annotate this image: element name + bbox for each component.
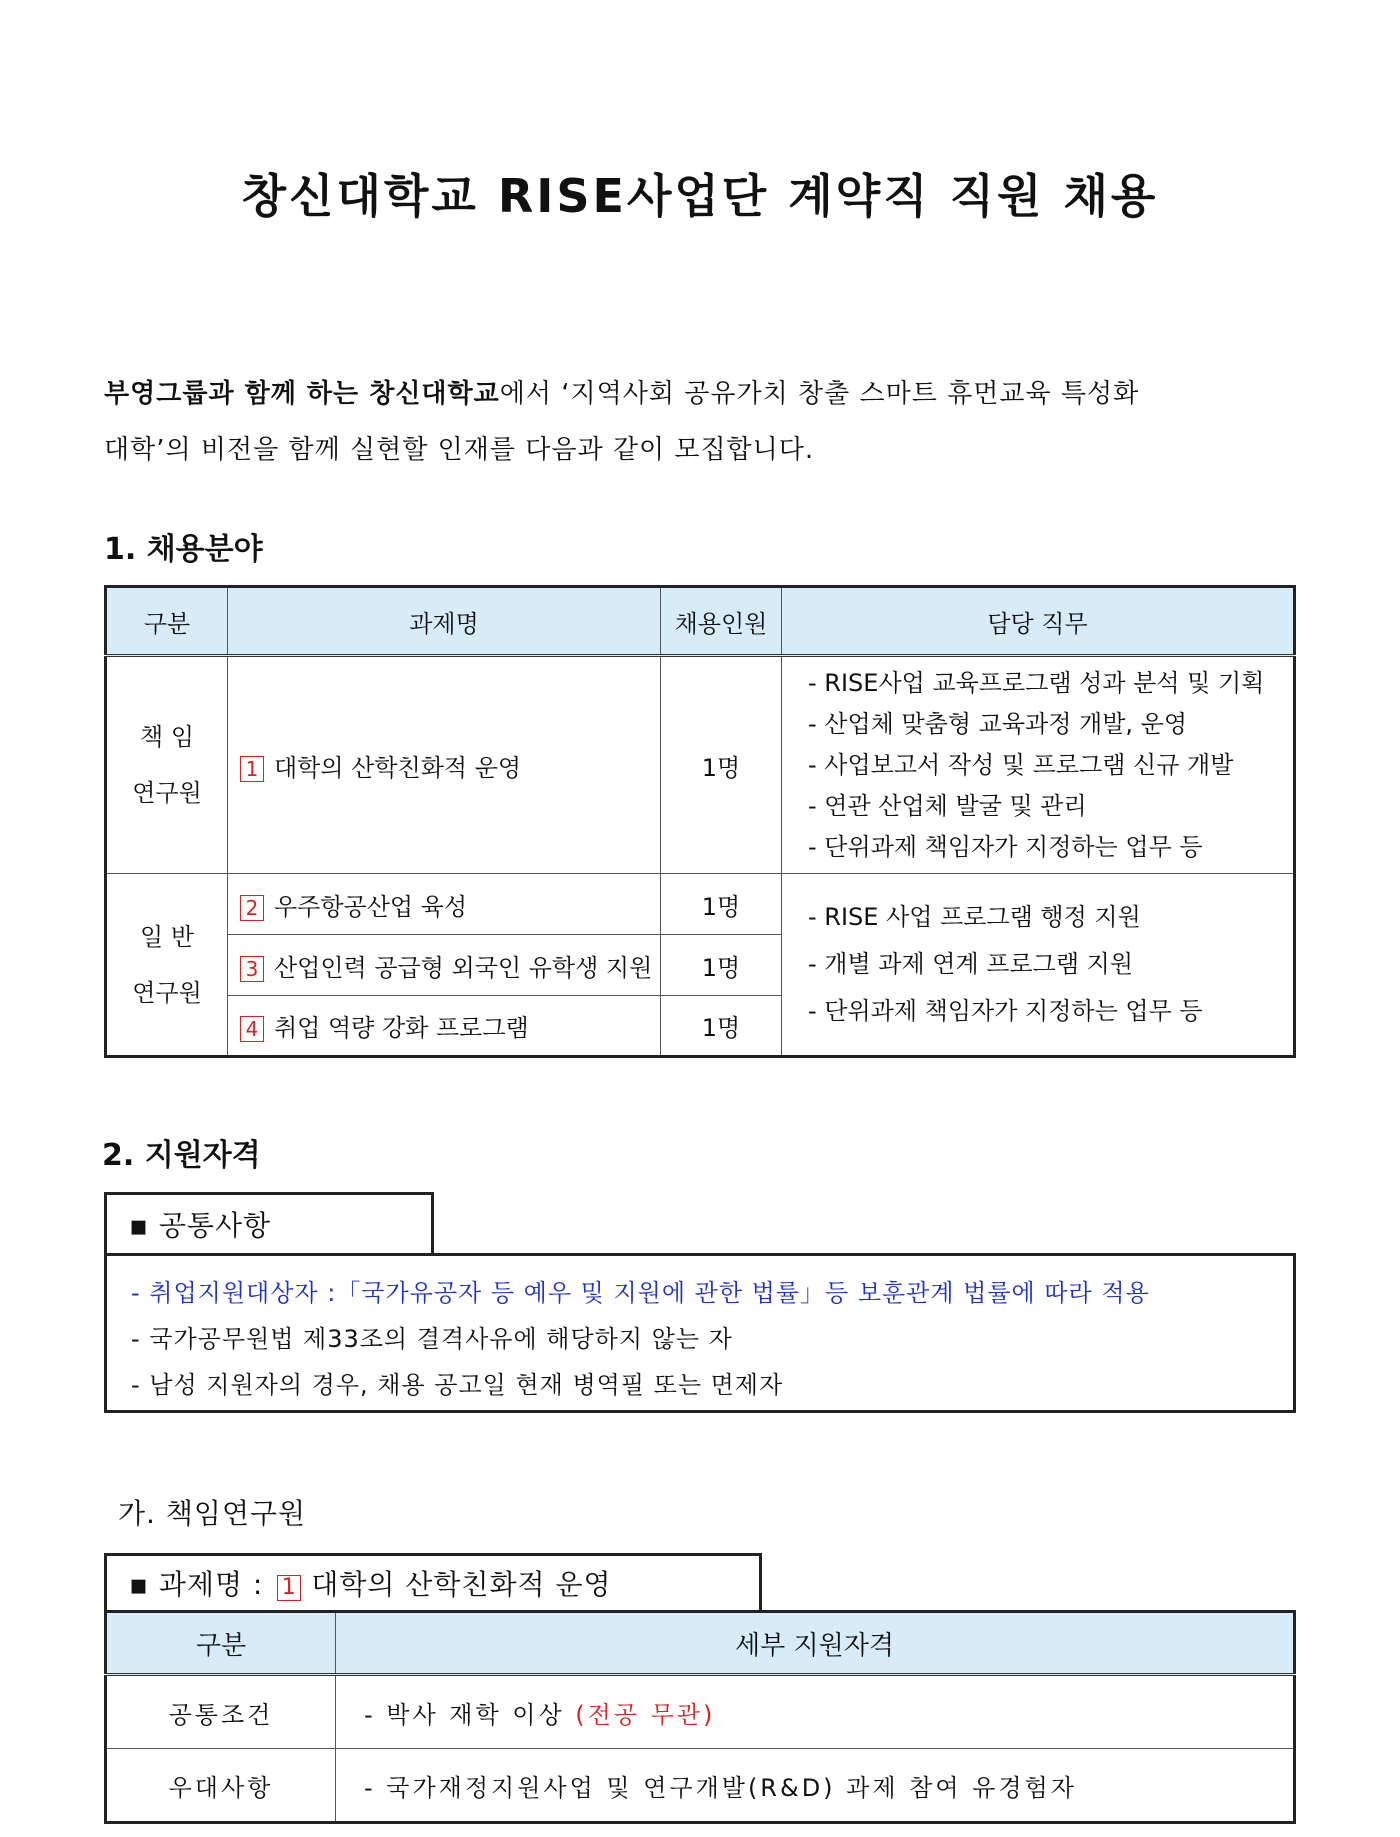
category-general-researcher: 일 반 연구원: [106, 874, 228, 1057]
subsection-lead-researcher: 가. 책임연구원: [118, 1497, 307, 1530]
number-badge: 4: [240, 1016, 264, 1042]
count-cell: 1명: [661, 935, 782, 996]
requirement-item: - 남성 지원자의 경우, 채용 공고일 현재 병역필 또는 면제자: [131, 1371, 784, 1399]
number-badge: 1: [240, 756, 264, 782]
row-key: 공통조건: [106, 1675, 336, 1749]
table-row: [106, 1675, 1295, 1749]
section-qualification-title: 2. 지원자격: [102, 1138, 261, 1173]
task-cell: 3 산업인력 공급형 외국인 유학생 지원: [228, 935, 661, 996]
duty-cell: - RISE사업 교육프로그램 성과 분석 및 기획 - 산업체 맞춤형 교육과정 개발, 운영 - 사업보고서 작성 및 프로그램 신규 개발 - 연관 산업체 발굴 및 관리 - 단위과제 책임자가 지정하는 업무 등: [782, 656, 1295, 874]
project-label: ▪ 과제명 : 1 대학의 산학친화적 운영: [104, 1553, 762, 1613]
highlight-text: (전공 무관): [575, 1700, 716, 1729]
row-key: 우대사항: [106, 1749, 336, 1823]
header-category: 구분: [106, 587, 228, 656]
task-cell: 4 취업 역량 강화 프로그램: [228, 996, 661, 1057]
header-count: 채용인원: [661, 587, 782, 656]
count-cell: 1명: [661, 874, 782, 935]
number-badge: 2: [240, 895, 264, 921]
requirement-item: - 국가공무원법 제33조의 결격사유에 해당하지 않는 자: [131, 1325, 733, 1353]
header-category: 구분: [106, 1612, 336, 1675]
header-detail: 세부 지원자격: [336, 1612, 1295, 1675]
common-requirements-box: [104, 1253, 1296, 1413]
category-lead-researcher: 책 임 연구원: [106, 656, 228, 874]
table-row: [106, 656, 1295, 874]
count-cell: 1명: [661, 996, 782, 1057]
number-badge: 3: [240, 956, 264, 982]
intro-paragraph: [104, 366, 1304, 478]
count-cell: 1명: [661, 656, 782, 874]
header-duty: 담당 직무: [782, 587, 1295, 656]
recruitment-table: [104, 585, 1296, 1058]
section-recruitment-title: 1. 채용분야: [104, 532, 263, 567]
table-row: [106, 1749, 1295, 1823]
intro-bold: 부영그룹과 함께 하는 창신대학교: [104, 379, 500, 409]
qualification-table: [104, 1610, 1296, 1824]
row-value: - 박사 재학 이상 (전공 무관): [336, 1675, 1295, 1749]
task-cell: 1 대학의 산학친화적 운영: [228, 656, 661, 874]
page-title: 창신대학교 RISE사업단 계약직 직원 채용: [241, 169, 1159, 223]
row-value: - 국가재정지원사업 및 연구개발(R&D) 과제 참여 유경험자: [336, 1749, 1295, 1823]
duty-cell: - RISE 사업 프로그램 행정 지원 - 개별 과제 연계 프로그램 지원 - 단위과제 책임자가 지정하는 업무 등: [782, 874, 1295, 1057]
header-task: 과제명: [228, 587, 661, 656]
intro-rest: 에서 ‘지역사회 공유가치 창출 스마트 휴먼교육 특성화: [499, 379, 1140, 409]
common-requirements-label: ▪ 공통사항: [104, 1192, 434, 1256]
requirement-item: - 취업지원대상자 :「국가유공자 등 예우 및 지원에 관한 법률」등 보훈관계 법률에 따라 적용: [131, 1279, 1150, 1307]
table-header-row: [106, 1612, 1295, 1675]
table-header-row: [106, 587, 1295, 656]
intro-line2: 대학’의 비전을 함께 실현할 인재를 다음과 같이 모집합니다.: [104, 435, 815, 465]
table-row: [106, 874, 1295, 935]
number-badge: 1: [277, 1575, 301, 1601]
task-cell: 2 우주항공산업 육성: [228, 874, 661, 935]
